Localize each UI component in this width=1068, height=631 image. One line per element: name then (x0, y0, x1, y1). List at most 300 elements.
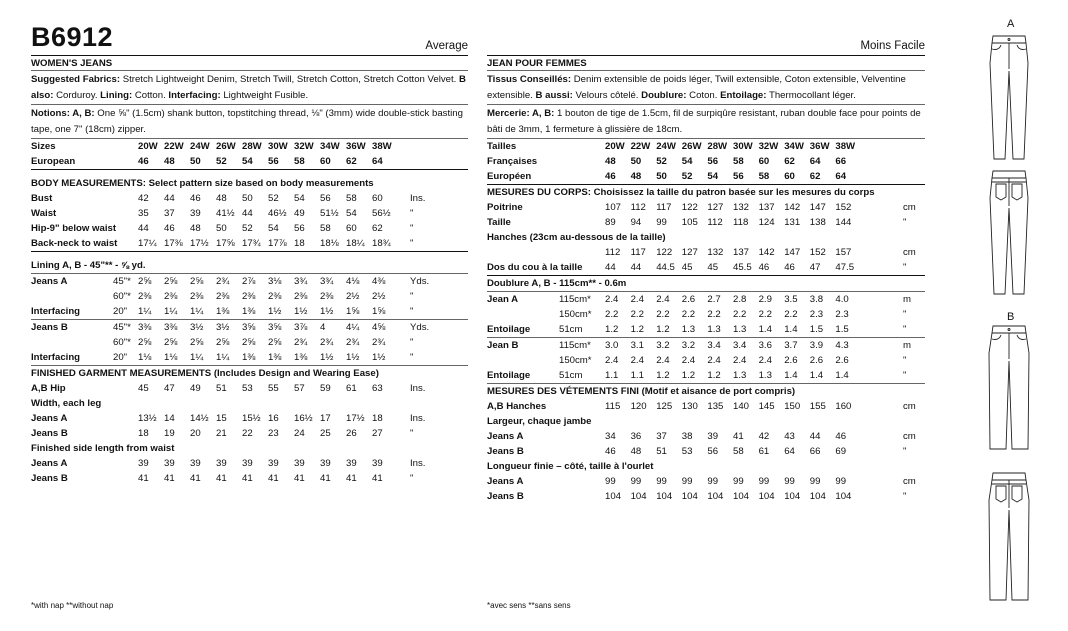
table-cell: 147 (809, 202, 826, 213)
unit-label: " (903, 355, 907, 366)
table-cell: 64 (809, 156, 821, 167)
table-cell: 99 (784, 476, 795, 487)
table-cell: 16 (268, 413, 279, 424)
table-cell: 1.2 (605, 324, 619, 335)
unit-label: " (410, 473, 414, 484)
table-cell: 104 (809, 491, 826, 502)
table-cell: 48 (630, 446, 642, 457)
table-cell: 2.4 (707, 355, 721, 366)
table-row (487, 444, 925, 459)
table-cell: 2⅜ (138, 291, 152, 302)
table-cell: 4⅛ (346, 276, 360, 287)
table-cell: 152 (835, 202, 852, 213)
table-cell: 1⅜ (242, 306, 256, 317)
table-cell: 2⅝ (216, 337, 230, 348)
table-cell: 61 (346, 383, 357, 394)
row-label: Jeans A (487, 476, 524, 487)
english-column (31, 22, 468, 486)
table-cell: 112 (630, 202, 646, 213)
table-cell: 2.3 (809, 309, 824, 320)
table-cell: 2¾ (320, 337, 334, 348)
table-cell: 2.4 (733, 355, 747, 366)
table-cell: 69 (835, 446, 847, 457)
table-cell: 56 (707, 446, 719, 457)
table-cell: 99 (835, 476, 847, 487)
row-label: Jeans B (31, 322, 68, 333)
table-cell: 1.4 (758, 324, 772, 335)
table-cell: 26W (681, 141, 702, 152)
table-row (487, 322, 925, 338)
row-label: Hip-9" below waist (31, 223, 117, 234)
table-cell: 1.3 (758, 370, 772, 381)
table-cell: 135 (707, 401, 724, 412)
table-cell: 1½ (320, 306, 334, 317)
unit-label: " (903, 370, 907, 381)
table-cell: 51 (216, 383, 227, 394)
table-cell: 2.2 (707, 309, 721, 320)
table-cell: 46 (835, 431, 847, 442)
table-cell: 60 (784, 171, 795, 182)
table-cell: 45 (707, 262, 719, 273)
table-cell: 41 (242, 473, 253, 484)
table-cell: 41 (294, 473, 305, 484)
table-cell: 94 (630, 217, 642, 228)
table-cell: 48 (216, 193, 227, 204)
row-label: Jeans B (487, 491, 524, 502)
table-cell: 56 (268, 156, 279, 167)
row-label: Jean A (487, 294, 519, 305)
unit-label: Ins. (410, 413, 426, 424)
table-cell: 1⅛ (138, 352, 152, 363)
table-cell: 125 (656, 401, 673, 412)
unit-label: " (410, 238, 414, 249)
table-cell: 64 (835, 171, 847, 182)
table-cell: 2.4 (681, 355, 696, 366)
fabric-width: 150cm* (559, 355, 592, 366)
sub-heading: Longueur finie – côté, taille à l'ourlet (487, 461, 654, 472)
unit-label: Yds. (410, 322, 430, 333)
difficulty-label: Average (425, 40, 468, 52)
table-cell: 37 (656, 431, 667, 442)
table-cell: 54 (268, 223, 279, 234)
table-cell: 2⅝ (190, 276, 204, 287)
view-a-label: A (1007, 18, 1015, 30)
table-cell: 2⅝ (268, 337, 282, 348)
body-measurements-table (31, 191, 468, 251)
fabrics-text-fr: Tissus Conseillés: Denim extensible de poids léger, Twill extensible, Coton extensible, Velventine extensible. B aussi: Velours côtelé. Doublure: Coton. Entoilage: Thermocollant léger. (487, 71, 925, 105)
table-cell: 39 (164, 458, 175, 469)
table-cell: 49 (190, 383, 201, 394)
table-cell: 3.1 (630, 340, 644, 351)
sub-heading: Largeur, chaque jambe (487, 416, 592, 427)
table-cell: 61 (758, 446, 770, 457)
table-cell: 14 (164, 413, 175, 424)
table-cell: 24W (656, 141, 676, 152)
table-cell: 138 (809, 217, 826, 228)
table-cell: 2.2 (733, 309, 747, 320)
unit-label: Ins. (410, 458, 426, 469)
table-cell: 142 (784, 202, 801, 213)
table-cell: 3.7 (784, 340, 798, 351)
table-cell: 137 (758, 202, 775, 213)
fabric-width: 60"* (113, 291, 131, 302)
table-cell: 39 (190, 458, 201, 469)
table-row (31, 139, 468, 154)
table-cell: 112 (605, 247, 621, 258)
table-cell: 20 (190, 428, 201, 439)
table-row (31, 426, 468, 441)
unit-label: " (903, 324, 907, 335)
table-row (487, 245, 925, 260)
table-cell: 104 (835, 491, 852, 502)
table-cell: 3½ (216, 322, 230, 333)
table-cell: 34W (320, 141, 340, 152)
table-cell: 30W (733, 141, 753, 152)
table-cell: 58 (733, 156, 744, 167)
table-cell: 1⅛ (164, 352, 178, 363)
table-cell: 41 (346, 473, 357, 484)
table-cell: 104 (656, 491, 673, 502)
table-cell: 54 (242, 156, 253, 167)
fabric-width: 51cm (559, 370, 583, 381)
unit-label: m (903, 340, 911, 351)
table-cell: 104 (605, 491, 622, 502)
unit-label: cm (903, 476, 916, 487)
unit-label: " (410, 291, 414, 302)
table-cell: 54 (707, 171, 719, 182)
table-row (31, 191, 468, 206)
table-cell: 1.2 (630, 324, 644, 335)
table-cell: 42 (138, 193, 149, 204)
table-cell: 1⅜ (242, 352, 256, 363)
table-cell: 18 (294, 238, 305, 249)
table-cell: 3.4 (707, 340, 721, 351)
fabric-width: 20" (113, 352, 128, 363)
table-cell: 52 (242, 223, 253, 234)
row-label: Jeans A (31, 413, 68, 424)
table-cell: 50 (656, 171, 667, 182)
table-cell: 2⅝ (164, 276, 178, 287)
table-cell: 115 (605, 401, 621, 412)
table-cell: 3.2 (656, 340, 670, 351)
table-cell: 52 (216, 156, 227, 167)
table-cell: 42 (758, 431, 770, 442)
fabrics-text: Suggested Fabrics: Stretch Lightweight Denim, Stretch Twill, Stretch Cotton, Stretch Cotton Velvet. B also: Corduroy. Lining: Cotton. Interfacing: Lightweight Fusible. (31, 71, 468, 105)
table-cell: 19 (164, 428, 175, 439)
table-cell: 44 (605, 262, 616, 273)
table-cell: 43 (784, 431, 795, 442)
row-label: Interfacing (31, 352, 81, 363)
fabric-width: 60"* (113, 337, 131, 348)
table-row (487, 169, 925, 184)
jeans-b-front-sketch (985, 323, 1033, 453)
table-cell: 39 (268, 458, 279, 469)
table-cell: 3⅛ (268, 276, 282, 287)
table-cell: 44 (164, 193, 175, 204)
table-cell: 25 (320, 428, 331, 439)
table-cell: 24W (190, 141, 210, 152)
table-cell: 46½ (268, 208, 287, 219)
table-cell: 99 (656, 476, 667, 487)
table-cell: 17⅞ (268, 238, 287, 249)
table-cell: 1⅝ (346, 306, 360, 317)
table-cell: 39 (372, 458, 383, 469)
table-cell: 124 (758, 217, 775, 228)
table-cell: 2.4 (630, 294, 644, 305)
table-cell: 55 (268, 383, 279, 394)
table-cell: 45.5 (733, 262, 752, 273)
row-label: Interfacing (31, 306, 81, 317)
table-cell: 122 (656, 247, 673, 258)
table-cell: 27 (372, 428, 383, 439)
unit-label: " (410, 337, 414, 348)
table-cell: 58 (758, 171, 770, 182)
table-cell: 2⅝ (164, 337, 178, 348)
table-cell: 47 (809, 262, 821, 273)
table-cell: 41 (372, 473, 383, 484)
table-cell: 127 (707, 202, 724, 213)
table-cell: 58 (733, 446, 744, 457)
table-cell: 63 (372, 383, 383, 394)
table-cell: 89 (605, 217, 616, 228)
table-cell: 39 (138, 458, 149, 469)
table-cell: 47.5 (835, 262, 855, 273)
table-cell: 2.2 (656, 309, 670, 320)
table-cell: 112 (707, 217, 723, 228)
table-cell: 41½ (216, 208, 235, 219)
table-cell: 3.5 (784, 294, 798, 305)
table-cell: 2⅜ (164, 291, 178, 302)
table-cell: 53 (681, 446, 693, 457)
table-cell: 49 (294, 208, 305, 219)
table-row (487, 368, 925, 384)
table-cell: 99 (707, 476, 719, 487)
unit-label: Ins. (410, 383, 426, 394)
sub-heading: Hanches (23cm au-dessous de la taille) (487, 232, 666, 243)
table-cell: 39 (294, 458, 305, 469)
table-cell: 58 (320, 223, 331, 234)
table-cell: 48 (630, 171, 642, 182)
table-cell: 1¼ (138, 306, 152, 317)
table-cell: 2⅜ (216, 291, 230, 302)
table-cell: 2⅝ (190, 337, 204, 348)
table-cell: 41 (138, 473, 149, 484)
view-b-label: B (1007, 311, 1015, 323)
table-cell: 16½ (294, 413, 313, 424)
table-cell: 2.6 (835, 355, 849, 366)
pattern-number: B6912 (31, 22, 114, 52)
fabric-width: 115cm* (559, 294, 591, 305)
table-cell: 131 (784, 217, 801, 228)
table-cell: 4 (320, 322, 326, 333)
table-cell: 60 (372, 193, 383, 204)
finished-measurements-title-fr: MESURES DES VÉTEMENTS FINI (Motif et aisance de port compris) (487, 386, 796, 397)
row-label: Entoilage (487, 324, 531, 335)
notions-text: Notions: A, B: One ⅝" (1.5cm) shank button, topstitching thread, ⅛" (3mm) wide double-stick basting tape, one 7" (18cm) zipper. (31, 105, 468, 139)
table-cell: 54 (294, 193, 305, 204)
table-cell: 2.2 (784, 309, 798, 320)
table-cell: 64 (784, 446, 795, 457)
table-cell: 1.1 (630, 370, 644, 381)
table-cell: 13½ (138, 413, 157, 424)
unit-label: " (410, 223, 414, 234)
table-cell: 18⅛ (320, 238, 339, 249)
sub-heading: Width, each leg (31, 398, 102, 409)
body-measurements-table-fr (487, 200, 925, 275)
table-cell: 2½ (346, 291, 360, 302)
jeans-a-front-sketch (985, 33, 1033, 163)
french-column (487, 22, 925, 504)
table-cell: 132 (707, 247, 724, 258)
table-cell: 147 (784, 247, 801, 258)
table-row (31, 471, 468, 486)
unit-label: cm (903, 431, 916, 442)
table-cell: 24 (294, 428, 305, 439)
table-cell: 1⅝ (372, 306, 386, 317)
unit-label: " (410, 208, 414, 219)
table-cell: 20W (138, 141, 158, 152)
unit-label: " (903, 446, 907, 457)
row-label: Bust (31, 193, 53, 204)
table-cell: 30W (268, 141, 288, 152)
table-cell: 1.1 (605, 370, 619, 381)
table-cell: 14½ (190, 413, 209, 424)
table-cell: 52 (656, 156, 667, 167)
table-cell: 17⅜ (164, 238, 183, 249)
table-cell: 157 (835, 247, 852, 258)
table-cell: 17½ (190, 238, 209, 249)
table-cell: 60 (758, 156, 770, 167)
table-cell: 39 (346, 458, 357, 469)
table-cell: 120 (630, 401, 647, 412)
table-cell: 44.5 (656, 262, 675, 273)
table-cell: 37 (164, 208, 175, 219)
unit-label: cm (903, 401, 916, 412)
unit-label: cm (903, 202, 916, 213)
table-cell: 47 (164, 383, 175, 394)
table-cell: 36 (630, 431, 642, 442)
table-cell: 2.7 (707, 294, 721, 305)
table-cell: 104 (630, 491, 647, 502)
table-cell: 62 (784, 156, 795, 167)
fabric-width: 51cm (559, 324, 583, 335)
table-cell: 60 (346, 223, 357, 234)
table-cell: 2⅜ (268, 291, 282, 302)
fabric-width: 45"* (113, 322, 131, 333)
table-cell: 118 (733, 217, 749, 228)
table-cell: 1⅜ (268, 352, 282, 363)
table-cell: 46 (605, 446, 616, 457)
table-cell: 155 (809, 401, 826, 412)
table-cell: 39 (707, 431, 719, 442)
table-row (487, 429, 925, 444)
table-cell: 35 (138, 208, 149, 219)
row-label: Entoilage (487, 370, 531, 381)
table-cell: 107 (605, 202, 622, 213)
header-en (31, 22, 468, 56)
table-cell: 15½ (242, 413, 261, 424)
size-table (31, 139, 468, 169)
table-row (31, 381, 468, 396)
table-cell: 36W (346, 141, 366, 152)
table-cell: 66 (835, 156, 847, 167)
table-cell: 3¾ (294, 276, 308, 287)
table-cell: 59 (320, 383, 331, 394)
table-row (487, 307, 925, 322)
table-cell: 99 (605, 476, 616, 487)
row-label: Européen (487, 171, 532, 182)
table-cell: 3.0 (605, 340, 619, 351)
table-cell: 18 (372, 413, 383, 424)
table-row (487, 260, 925, 275)
lining-title: Lining A, B - 45"** - ⅝ yd. (31, 260, 146, 271)
table-cell: 1.5 (835, 324, 849, 335)
table-cell: 28W (707, 141, 728, 152)
sub-heading: Finished side length from waist (31, 443, 175, 454)
table-row (487, 489, 925, 504)
table-cell: 3.4 (733, 340, 747, 351)
table-cell: 127 (681, 247, 698, 258)
table-cell: 17⅝ (216, 238, 235, 249)
table-cell: 52 (268, 193, 279, 204)
table-cell: 4⅝ (372, 322, 386, 333)
table-cell: 39 (242, 458, 253, 469)
table-cell: 99 (809, 476, 821, 487)
table-cell: 117 (656, 202, 672, 213)
table-cell: 105 (681, 217, 698, 228)
table-cell: 66 (809, 446, 821, 457)
table-cell: 2.6 (784, 355, 798, 366)
row-label: A,B Hip (31, 383, 66, 394)
table-cell: 1¼ (190, 306, 204, 317)
table-cell: 36W (809, 141, 830, 152)
table-cell: 26W (216, 141, 236, 152)
table-cell: 50 (242, 193, 253, 204)
table-row (31, 154, 468, 169)
table-cell: 104 (758, 491, 775, 502)
table-cell: 3.6 (758, 340, 772, 351)
row-label: Sizes (31, 141, 56, 152)
unit-label: Ins. (410, 193, 426, 204)
table-cell: 3.8 (809, 294, 824, 305)
table-cell: 56 (707, 156, 719, 167)
table-cell: 50 (216, 223, 227, 234)
table-cell: 18 (138, 428, 149, 439)
unit-label: " (410, 428, 414, 439)
table-cell: 4⅜ (372, 276, 386, 287)
table-row (31, 456, 468, 471)
lining-title-fr: Doublure A, B - 115cm** - 0.6m (487, 278, 627, 289)
table-cell: 52 (681, 171, 693, 182)
row-label: Jeans B (31, 428, 68, 439)
fabric-width: 115cm* (559, 340, 591, 351)
table-cell: 1.3 (681, 324, 696, 335)
table-cell: 2.2 (758, 309, 772, 320)
table-cell: 58 (294, 156, 305, 167)
table-cell: 1¼ (164, 306, 178, 317)
table-cell: 56½ (372, 208, 391, 219)
table-cell: 2⅞ (242, 276, 256, 287)
row-label: Back-neck to waist (31, 238, 118, 249)
table-cell: 145 (758, 401, 775, 412)
table-cell: 4.3 (835, 340, 849, 351)
table-cell: 48 (190, 223, 201, 234)
table-cell: 2.6 (681, 294, 696, 305)
table-cell: 2⅜ (190, 291, 204, 302)
row-label: A,B Hanches (487, 401, 547, 412)
table-cell: 38W (835, 141, 856, 152)
table-cell: 23 (268, 428, 279, 439)
